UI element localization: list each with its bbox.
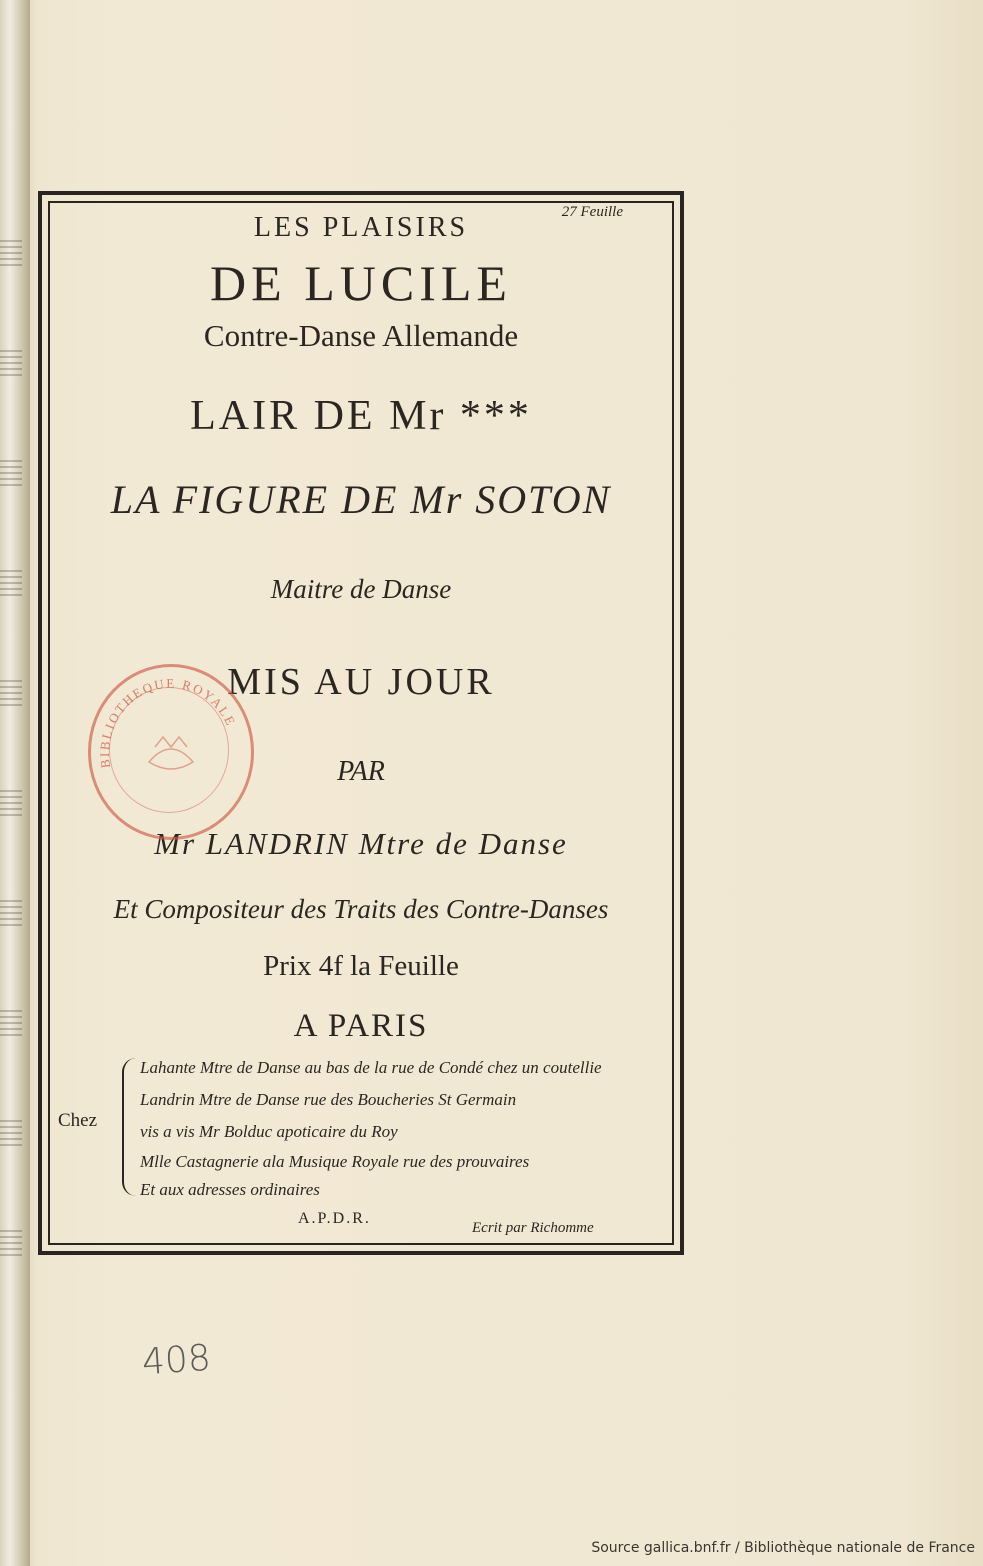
handwritten-number: 408 [140, 1337, 213, 1384]
stamp-text: BIBLIOTHEQUE ROYALE [96, 675, 239, 769]
address-brace [122, 1058, 138, 1196]
address-line: Lahante Mtre de Danse au bas de la rue de Condé chez un coutellie [140, 1058, 602, 1077]
address-line: Et aux adresses ordinaires [140, 1180, 320, 1199]
title-line-2: DE LUCILE [210, 255, 512, 311]
by-line: PAR [337, 756, 385, 787]
stamp-lettering [91, 667, 251, 837]
published-line: MIS AU JOUR [227, 661, 495, 703]
title-line-1: LES PLAISIRS [253, 212, 469, 243]
composer-line: Et Compositeur des Traits des Contre-Danses [113, 894, 609, 924]
role-line: Maitre de Danse [270, 574, 452, 604]
author-line: Mr LANDRIN Mtre de Danse [154, 826, 568, 861]
facing-page-music-staves [0, 200, 22, 1260]
address-line: Mlle Castagnerie ala Musique Royale rue des prouvaires [140, 1152, 530, 1171]
subtitle: Contre-Danse Allemande [203, 318, 519, 353]
privilege-mark: A.P.D.R. [298, 1210, 371, 1227]
price-line: Prix 4f la Feuille [263, 950, 459, 982]
library-stamp-icon [88, 664, 254, 840]
sheet-number: 27 Feuille [561, 204, 623, 220]
svg-text:BIBLIOTHEQUE ROYALE [97, 676, 239, 769]
address-line: Landrin Mtre de Danse rue des Boucheries St Germain [140, 1090, 517, 1109]
city-line: A PARIS [293, 1008, 429, 1044]
engraver-credit: Ecrit par Richomme [472, 1220, 594, 1236]
air-line: LAIR DE Mr *** [190, 393, 532, 439]
chez-label: Chez [58, 1110, 98, 1131]
source-footer: Source gallica.bnf.fr / Bibliothèque nationale de France [591, 1540, 975, 1556]
address-line: vis a vis Mr Bolduc apoticaire du Roy [140, 1122, 398, 1141]
figure-line: LA FIGURE DE Mr SOTON [110, 477, 612, 522]
